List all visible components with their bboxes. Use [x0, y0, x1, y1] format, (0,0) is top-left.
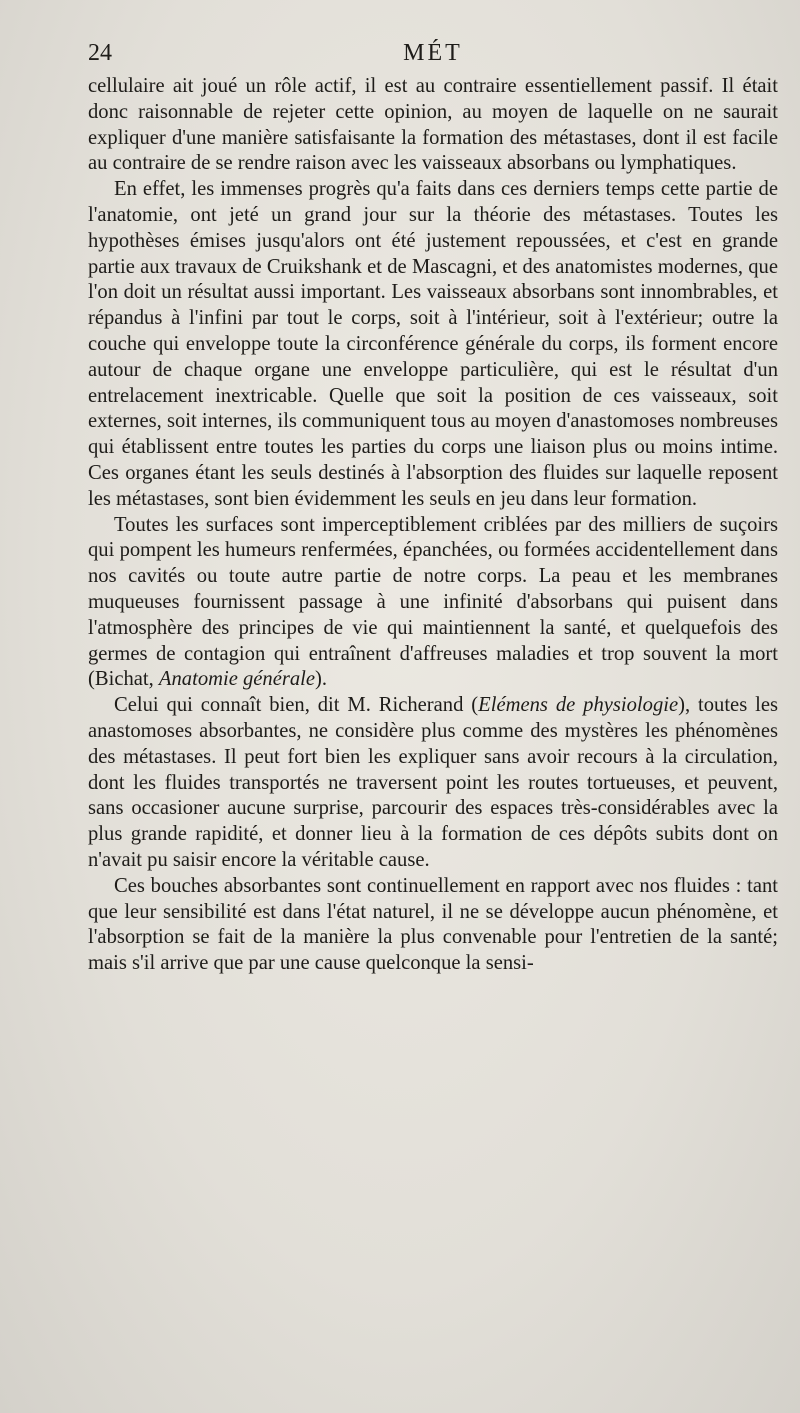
paragraph-4-continuation: ), toutes les anastomoses absorbantes, ne considère plus comme des mystères les phénomènes des métastases. Il peut fort bien les expliquer sans avoir recours à la circulation, dont les fluides transportés ne traversent point les routes tortueuses, et peuvent, sans occasioner aucune surprise, parcourir des espaces très-considérables avec la plus grande rapidité, et donner lieu à la formation de ces dépôts subits dont on n'avait pu saisir encore la véritable cause.	[88, 694, 778, 871]
paragraph-5	[88, 874, 778, 977]
citation-richerand: Elémens de physiologie	[478, 694, 679, 717]
paragraph-3-text: Toutes les surfaces sont imperceptiblement criblées par des milliers de suçoirs qui pompent les humeurs renfermées, épanchées, ou formées accidentellement dans nos cavités ou toute autre partie de notre corps. La peau et les membranes muqueuses fournissent passage à une infinité d'absorbans qui puisent dans l'atmosphère des principes de vie qui maintiennent la santé, et quelquefois des germes de contagion qui entraînent d'affreuses maladies et trop souvent la mort (Bichat,	[88, 513, 778, 691]
paragraph-1-text: cellulaire ait joué un rôle actif, il est au contraire essentiellement passif. Il était donc raisonnable de rejeter cette opinion, au moyen de laquelle on ne saurait expliquer d'une manière satisfaisante la formation des métastases, dont il est facile au contraire de se rendre raison avec les vaisseaux absorbans ou lymphatiques.	[88, 75, 778, 175]
paragraph-4	[88, 693, 778, 874]
paragraph-2-text: En effet, les immenses progrès qu'a faits dans ces derniers temps cette partie de l'anatomie, ont jeté un grand jour sur la théorie des métastases. Toutes les hypothèses émises jusqu'alors ont été justement repoussées, et c'est en grande partie aux travaux de Cruikshank et de Mascagni, et des anatomistes modernes, que l'on doit un résultat aussi important. Les vaisseaux absorbans sont innombrables, et répandus à l'infini par tout le corps, soit à l'intérieur, soit à l'extérieur; outre la couche qui enveloppe toute la circonférence générale du corps, ils forment encore autour de chaque organe une enveloppe particulière, qui est le résultat d'un entrelacement inextricable. Quelle que soit la position de ces vaisseaux, soit externes, soit internes, ils communiquent tous au moyen d'anastomoses nombreuses qui établissent entre toutes les parties du corps une liaison plus ou moins intime. Ces organes étant les seuls destinés à l'absorption des fluides sur laquelle reposent les métastases, sont bien évidemment les seuls en jeu dans leur formation.	[88, 178, 778, 510]
body-text	[88, 74, 778, 977]
paragraph-3-closing: ).	[315, 668, 328, 691]
page-number: 24	[88, 40, 112, 66]
paragraph-4-text: Celui qui connaît bien, dit M. Richerand (	[114, 694, 479, 717]
citation-bichat: Anatomie générale	[158, 668, 316, 691]
paragraph-3	[88, 513, 778, 694]
running-head: MÉT	[403, 40, 463, 66]
paragraph-2	[88, 177, 778, 512]
paragraph-1	[88, 74, 778, 177]
paragraph-5-text: Ces bouches absorbantes sont continuellement en rapport avec nos fluides : tant que leur sensibilité est dans l'état naturel, il ne se développe aucun phénomène, et l'absorption se fait de la manière la plus convenable pour l'entretien de la santé; mais s'il arrive que par une cause quelconque la sensi-	[88, 874, 778, 975]
page-header	[88, 40, 778, 74]
